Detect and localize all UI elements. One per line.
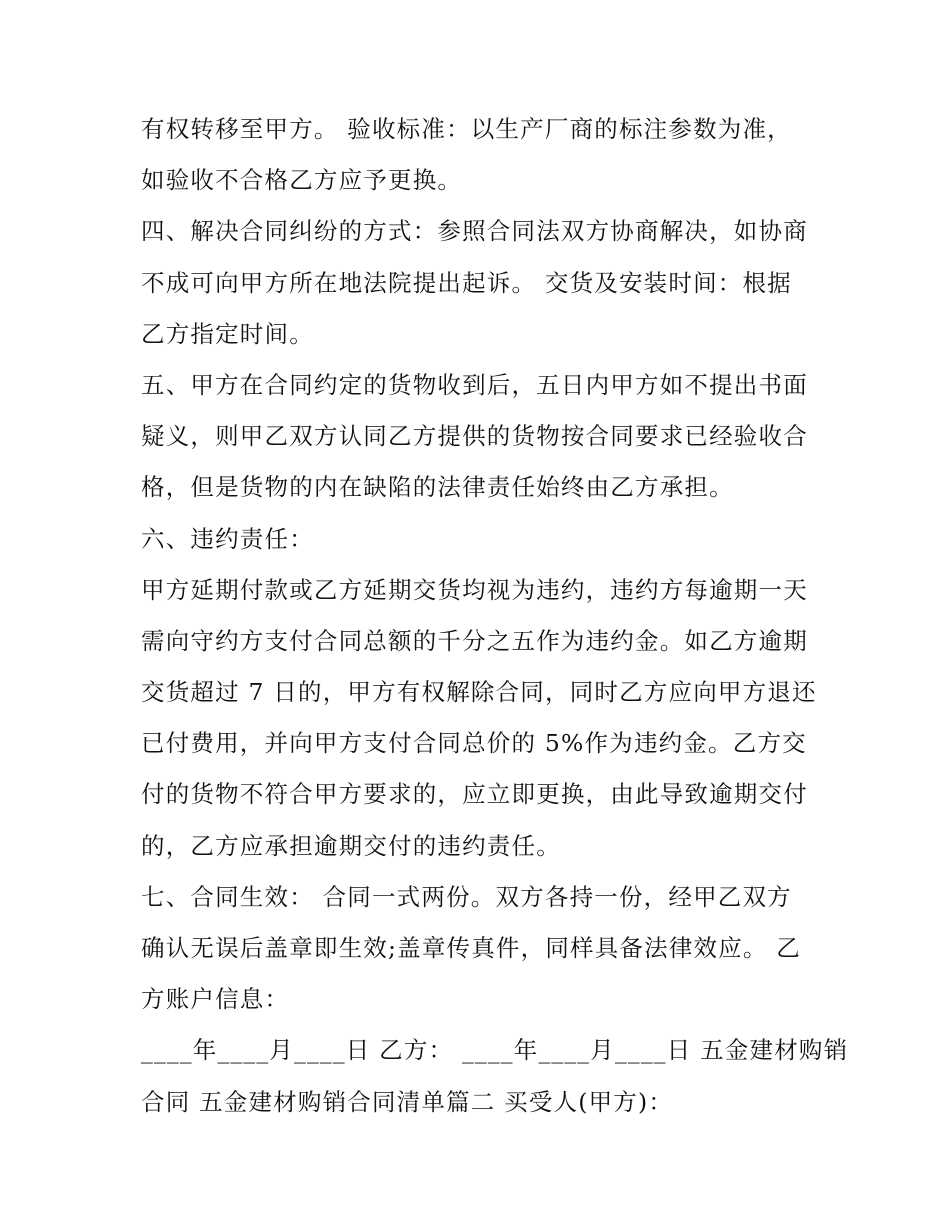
- clause-7-line-3: 方账户信息：: [141, 985, 290, 1014]
- clause-5-line-1: 五、甲方在合同约定的货物收到后，五日内甲方如不提出书面: [141, 370, 808, 399]
- clause-4-line-1: 四、解决合同纠纷的方式：参照合同法双方协商解决，如协商: [141, 217, 808, 246]
- clause-6-line-4: 已付费用，并向甲方支付合同总价的 5%作为违约金。乙方交: [141, 729, 807, 758]
- contract-title-line: 合同 五金建材购销合同清单篇二 买受人(甲方)：: [141, 1087, 674, 1116]
- clause-6-heading: 六、违约责任：: [141, 524, 314, 553]
- date-signature-line: ____年____月____日 乙方： ____年____月____日 五金建材购销: [141, 1036, 849, 1065]
- clause-4-line-3: 乙方指定时间。: [141, 319, 314, 348]
- text-line-1: 有权转移至甲方。 验收标准：以生产厂商的标注参数为准，: [141, 115, 792, 143]
- clause-4-line-2: 不成可向甲方所在地法院提出起诉。 交货及安装时间：根据: [141, 268, 792, 297]
- clause-6-line-1: 甲方延期付款或乙方延期交货均视为违约，违约方每逾期一天: [141, 575, 808, 604]
- clause-6-line-5: 付的货物不符合甲方要求的，应立即更换，由此导致逾期交付: [141, 780, 808, 809]
- clause-6-line-3: 交货超过 7 日的，甲方有权解除合同，同时乙方应向甲方退还: [141, 678, 817, 707]
- clause-5-line-3: 格，但是货物的内在缺陷的法律责任始终由乙方承担。: [141, 473, 734, 502]
- clause-7-line-2: 确认无误后盖章即生效;盖章传真件，同样具备法律效应。 乙: [141, 934, 801, 962]
- clause-5-line-2: 疑义，则甲乙双方认同乙方提供的货物按合同要求已经验收合: [141, 422, 808, 451]
- clause-7-line-1: 七、合同生效： 合同一式两份。双方各持一份，经甲乙双方: [141, 882, 792, 911]
- clause-6-line-6: 的，乙方应承担逾期交付的违约责任。: [141, 831, 561, 860]
- clause-6-line-2: 需向守约方支付合同总额的千分之五作为违约金。如乙方逾期: [141, 626, 808, 655]
- text-line-2: 如验收不合格乙方应予更换。: [141, 166, 463, 195]
- document-body: [141, 104, 849, 1128]
